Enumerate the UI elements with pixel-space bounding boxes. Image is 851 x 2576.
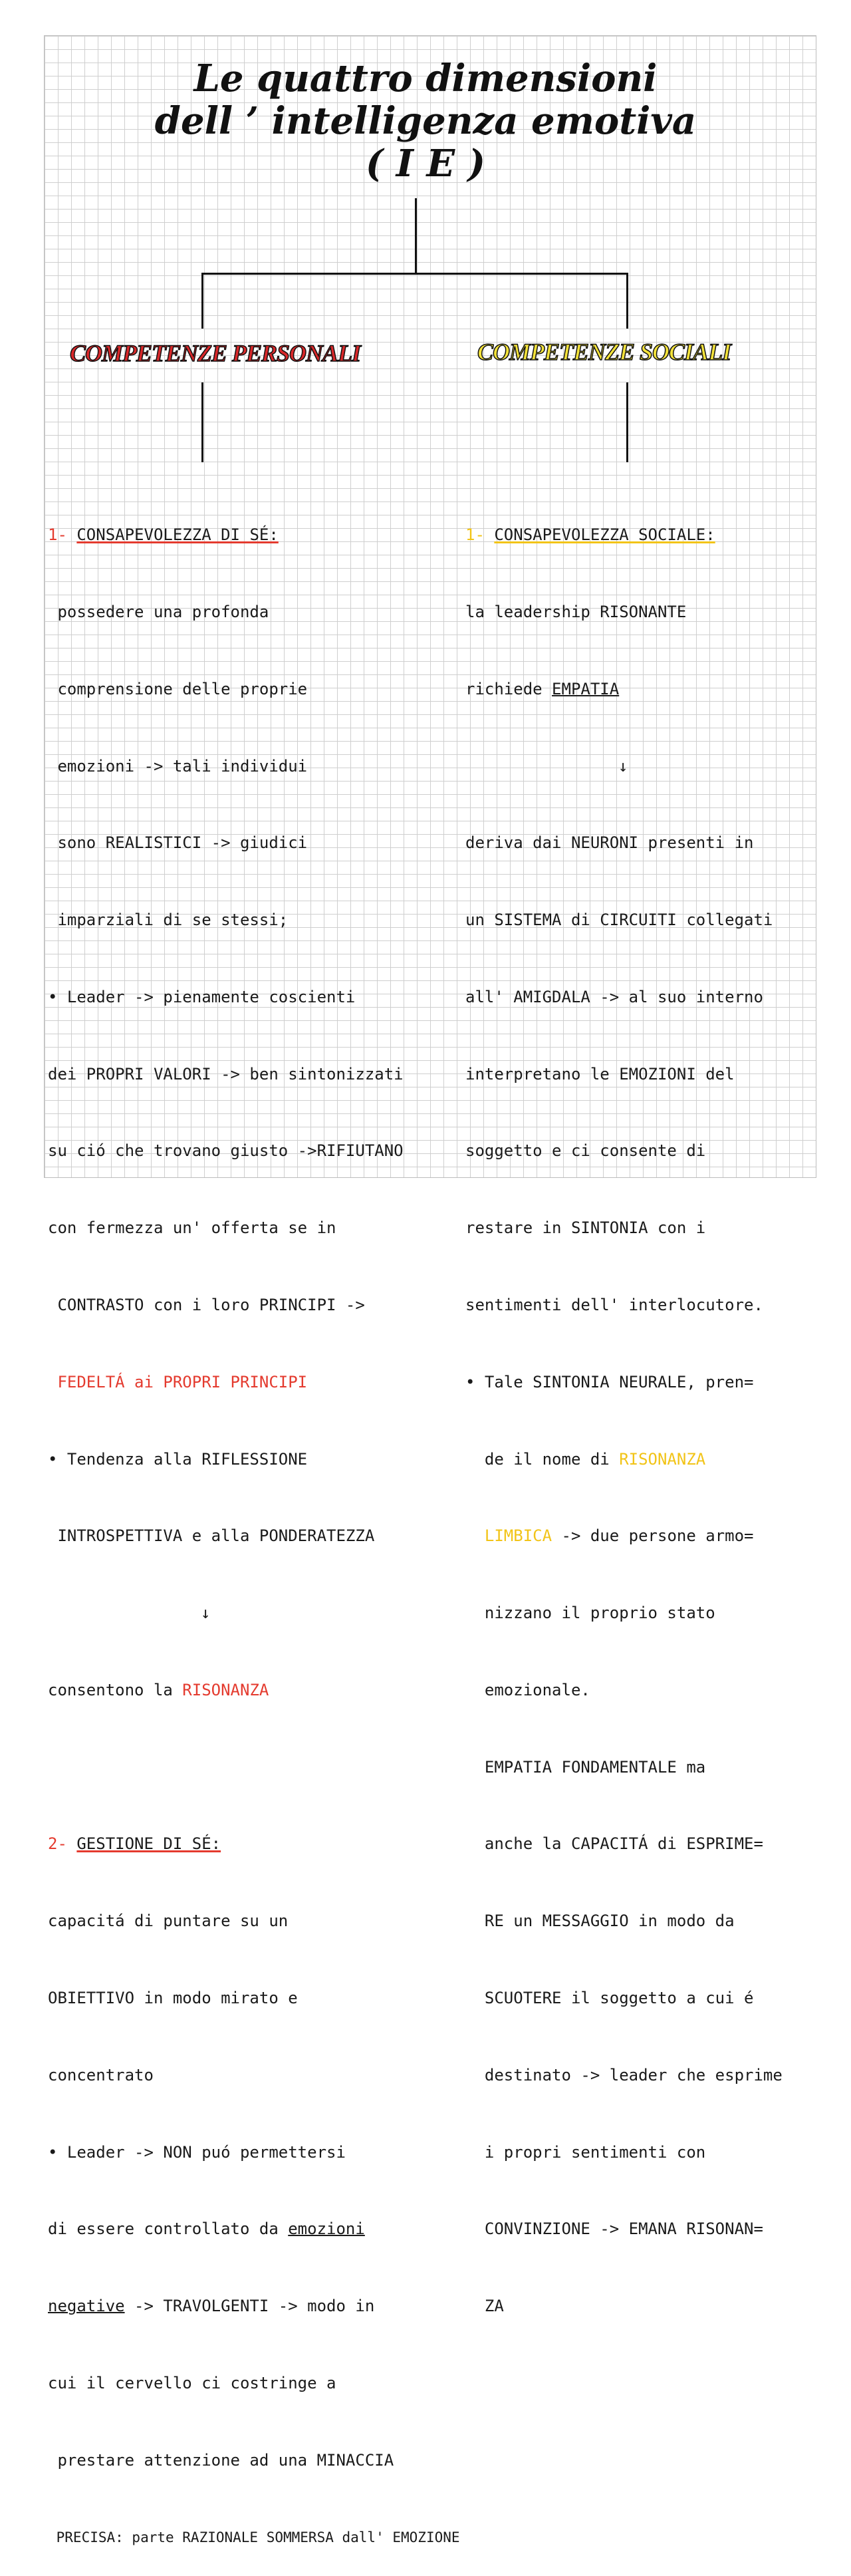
text-line: INTROSPETTIVA e alla PONDERATEZZA [48,1526,375,1546]
text: consentono la [48,1680,183,1699]
text-line: un SISTEMA di CIRCUITI collegati [465,911,773,930]
section-number: 1- [48,525,67,545]
title-line-2: dell ’ intelligenza emotiva [154,99,697,143]
text-line: emozioni -> tali individui [48,756,308,776]
heading-social-competences: COMPETENZE SOCIALI [477,339,731,365]
text-line: capacitá di puntare su un [48,1912,289,1931]
text-line: sono REALISTICI -> giudici [48,833,308,853]
text-line: possedere una profonda [48,602,269,621]
heading-personal-competences: COMPETENZE PERSONALI [70,340,361,366]
text-line: sentimenti dell' interlocutore. [465,1296,763,1314]
text-line [465,676,783,702]
text-line: interpretano le EMOZIONI del [465,1064,735,1083]
text-line: i propri sentimenti con [465,2142,706,2162]
text-line: • Tale SINTONIA NEURALE, pren= [465,1372,754,1391]
text-line: emozionale. [465,1680,590,1699]
text: de il nome di [465,1449,620,1469]
connector-left-lower [201,382,203,462]
text-line: OBIETTIVO in modo mirato e [48,1989,298,2008]
text-line: • Leader -> NON puó permettersi [48,2142,346,2162]
text-line [465,1447,783,1473]
spacer [48,1755,460,1781]
connector-right-down [626,273,628,329]
section-title-self-management [48,1831,460,1857]
text-line: RE un MESSAGGIO in modo da [465,1912,735,1931]
highlight-fedelta: FEDELTÁ ai PROPRI PRINCIPI [48,1372,308,1391]
text-line: SCUOTERE il soggetto a cui é [465,1989,754,2008]
section-title-text: CONSAPEVOLEZZA SOCIALE: [494,525,715,545]
connector-right-lower [626,382,628,462]
text-line: CONTRASTO con i loro PRINCIPI -> [48,1296,365,1314]
underlined-negative: negative [48,2297,125,2316]
highlight-risonanza: RISONANZA [619,1449,706,1469]
text-line [48,2293,460,2319]
text-line: destinato -> leader che esprime [465,2065,783,2084]
text-line: soggetto e ci consente di [465,1141,706,1161]
title-line-1: Le quattro dimensioni [193,57,658,100]
text-line [465,1523,783,1549]
text-line: nizzano il proprio stato [465,1604,715,1623]
text-line: cui il cervello ci costringe a [48,2373,336,2392]
text: -> due persone armo= [552,1526,754,1546]
text-line: dei PROPRI VALORI -> ben sintonizzati [48,1064,404,1083]
text-line: concentrato [48,2065,154,2084]
section-title-text: GESTIONE DI SÉ: [76,1834,221,1854]
title-line-3: ( I E ) [365,142,486,186]
text-line: su ció che trovano giusto ->RIFIUTANO [48,1141,404,1161]
social-column [465,471,783,2345]
connector-left-down [201,273,203,329]
page-title [0,57,851,185]
text-line [48,2216,460,2242]
text-line: • Tendenza alla RIFLESSIONE [48,1449,308,1469]
text-line: la leadership RISONANTE [465,602,687,621]
section-title-self-awareness [48,522,460,548]
underlined-emozioni: emozioni [288,2219,365,2239]
text-line: all' AMIGDALA -> al suo interno [465,987,763,1006]
text: richiede [465,679,552,698]
text-line: prestare attenzione ad una MINACCIA [48,2450,394,2470]
text-line: con fermezza un' offerta se in [48,1218,336,1238]
highlight-risonanza: RISONANZA [182,1680,269,1699]
highlight-limbica: LIMBICA [484,1526,552,1546]
text-line: comprensione delle proprie [48,679,308,698]
text-line: ZA [465,2297,504,2316]
text: di essere controllato da [48,2219,289,2239]
text-line: EMPATIA FONDAMENTALE ma [465,1757,706,1777]
connector-horizontal [201,273,628,275]
text-line: deriva dai NEURONI presenti in [465,833,754,853]
personal-column [48,471,460,2576]
underlined-empatia: EMPATIA [552,679,620,698]
text-line: • Leader -> pienamente coscienti [48,987,356,1006]
down-arrow-icon: ↓ [201,1604,211,1623]
section-title-social-awareness [465,522,783,548]
section-number: 2- [48,1834,67,1854]
text-line: restare in SINTONIA con i [465,1218,706,1238]
connector-vertical-top [415,198,417,273]
text-line: CONVINZIONE -> EMANA RISONAN= [465,2219,763,2239]
text: -> TRAVOLGENTI -> modo in [124,2297,375,2316]
text-line-consentono [48,1677,460,1703]
text-line: imparziali di se stessi; [48,911,289,930]
down-arrow-icon: ↓ [618,756,628,776]
text-line: anche la CAPACITÁ di ESPRIME= [465,1834,763,1854]
section-title-text: CONSAPEVOLEZZA DI SÉ: [76,525,279,545]
section-number: 1- [465,525,485,545]
text-line: PRECISA: parte RAZIONALE SOMMERSA dall' EMOZIONE [48,2529,460,2545]
